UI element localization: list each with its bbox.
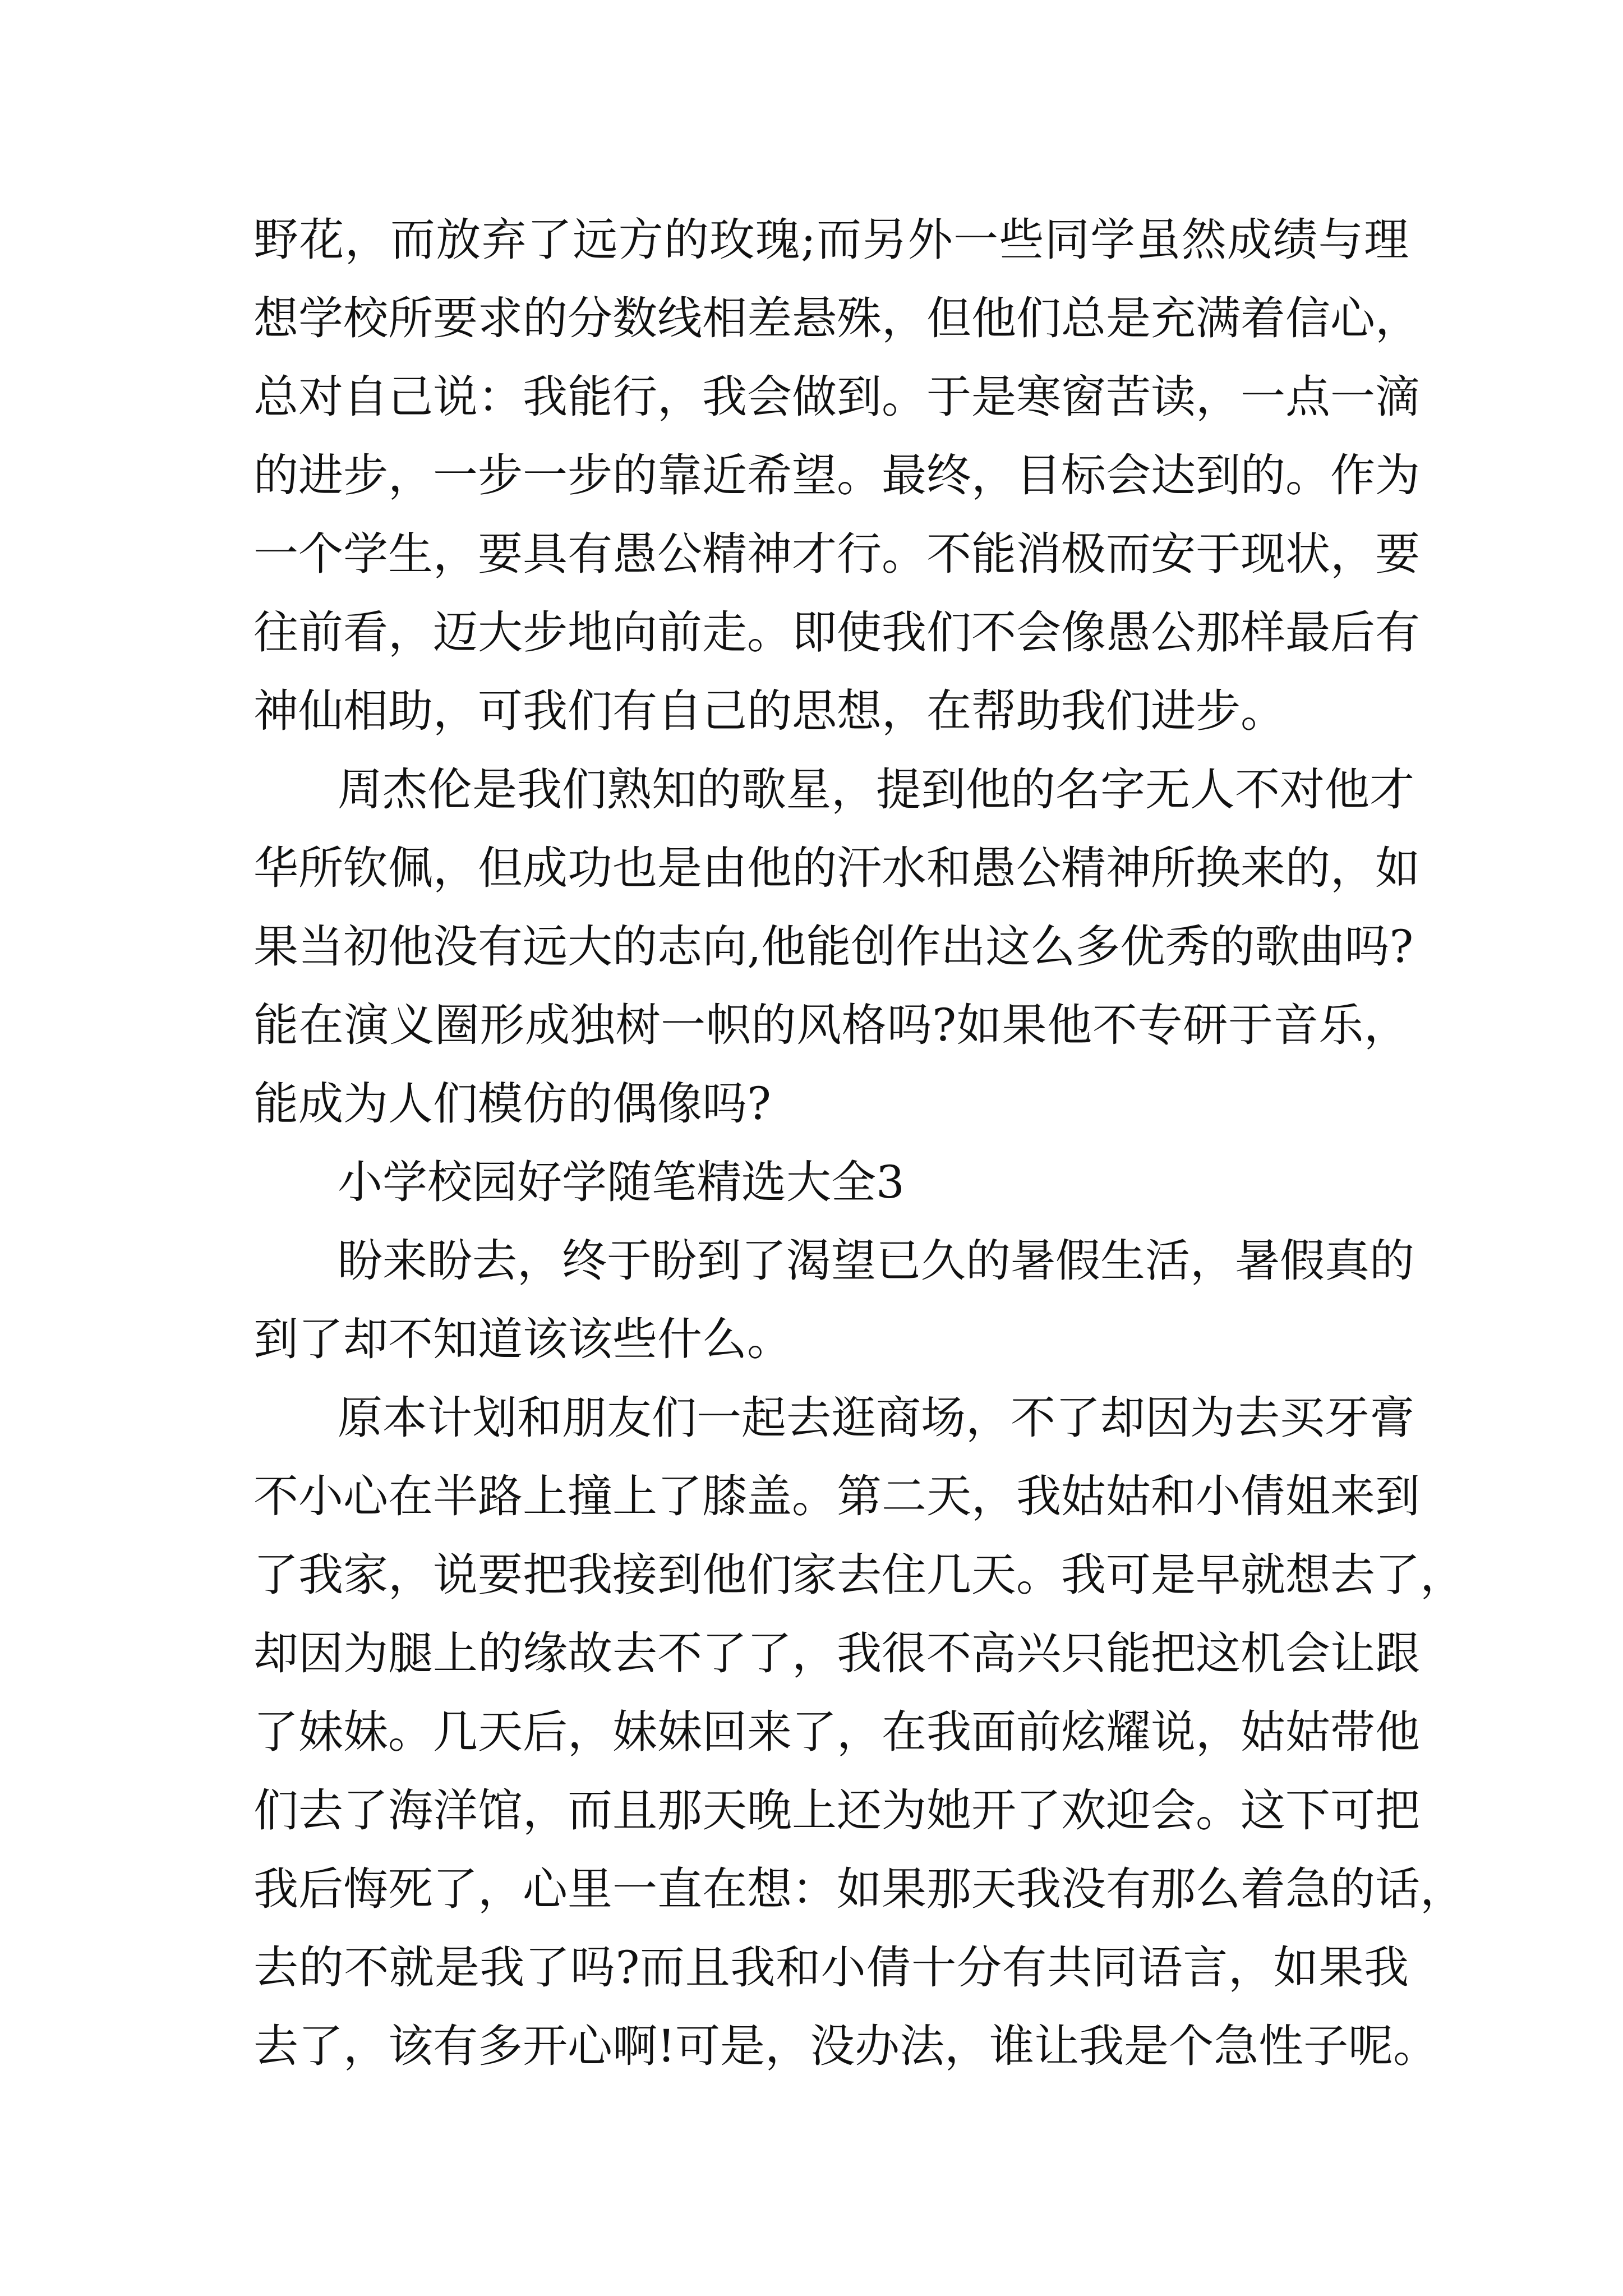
text-line: 到了却不知道该该些什么。 [253, 1313, 792, 1365]
text-line: 不小心在半路上撞上了膝盖。第二天，我姑姑和小倩姐来到 [253, 1470, 1420, 1522]
paragraph-first-line: 原本计划和朋友们一起去逛商场，不了却因为去买牙膏 [338, 1392, 1414, 1444]
text-line: 能成为人们模仿的偶像吗? [253, 1078, 771, 1130]
text-line: 去的不就是我了吗?而且我和小倩十分有共同语言，如果我 [253, 1941, 1409, 1994]
paragraph-first-line: 周杰伦是我们熟知的歌星，提到他的名字无人不对他才 [338, 763, 1414, 816]
text-line: 总对自己说：我能行，我会做到。于是寒窗苦读，一点一滴 [253, 371, 1420, 423]
section-heading: 小学校园好学随笔精选大全3 [338, 1156, 905, 1208]
text-line: 神仙相助，可我们有自己的思想，在帮助我们进步。 [253, 685, 1285, 737]
text-line: 了我家，说要把我接到他们家去住几天。我可是早就想去了， [253, 1549, 1465, 1601]
text-line: 往前看，迈大步地向前走。即使我们不会像愚公那样最后有 [253, 606, 1420, 659]
text-line: 却因为腿上的缘故去不了了，我很不高兴只能把这机会让跟 [253, 1627, 1420, 1680]
text-line: 野花，而放弃了远方的玫瑰;而另外一些同学虽然成绩与理 [253, 214, 1409, 266]
text-line: 想学校所要求的分数线相差悬殊，但他们总是充满着信心， [253, 292, 1420, 344]
paragraph-first-line: 盼来盼去，终于盼到了渴望已久的暑假生活，暑假真的 [338, 1235, 1414, 1287]
text-line: 的进步，一步一步的靠近希望。最终，目标会达到的。作为 [253, 449, 1420, 501]
text-line: 我后悔死了，心里一直在想：如果那天我没有那么着急的话， [253, 1863, 1465, 1915]
text-line: 了妹妹。几天后，妹妹回来了，在我面前炫耀说，姑姑带他 [253, 1706, 1420, 1758]
text-line: 一个学生，要具有愚公精神才行。不能消极而安于现状，要 [253, 528, 1420, 580]
text-line: 华所钦佩，但成功也是由他的汗水和愚公精神所换来的，如 [253, 842, 1420, 894]
text-line: 能在演义圈形成独树一帜的风格吗?如果他不专研于音乐， [253, 999, 1409, 1051]
text-line: 去了，该有多开心啊!可是，没办法，谁让我是个急性子呢。 [253, 2020, 1438, 2072]
text-line: 们去了海洋馆，而且那天晚上还为她开了欢迎会。这下可把 [253, 1784, 1420, 1837]
text-line: 果当初他没有远大的志向,他能创作出这么多优秀的歌曲吗? [253, 921, 1414, 973]
